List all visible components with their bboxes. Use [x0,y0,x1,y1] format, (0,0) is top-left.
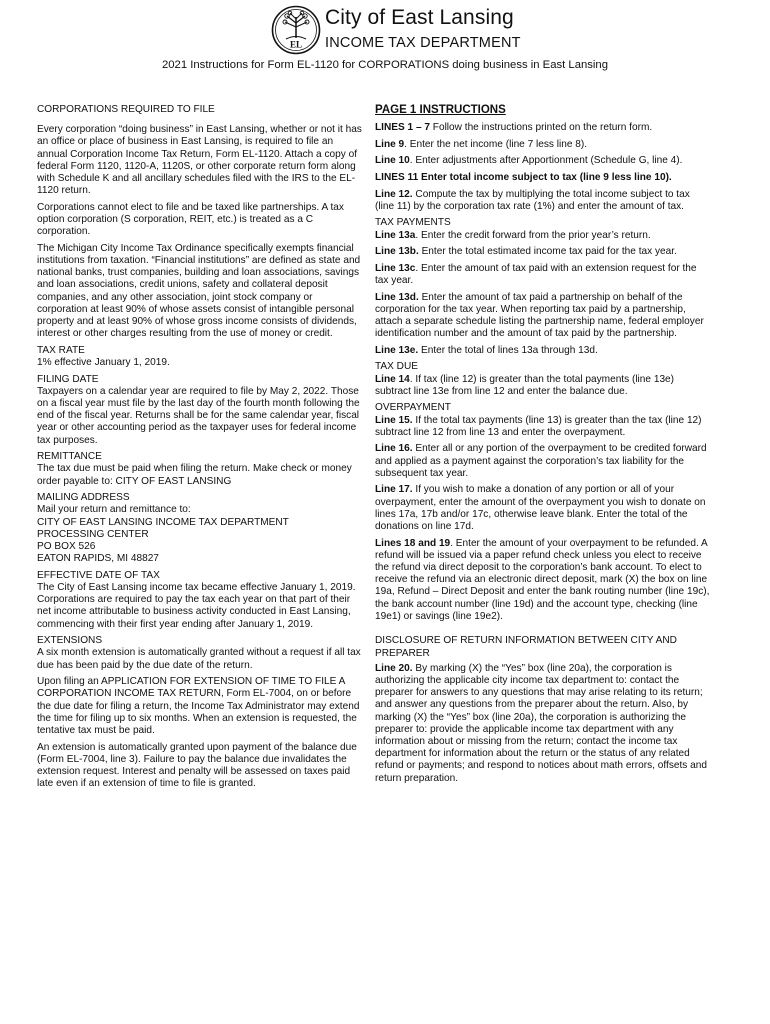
section-heading: MAILING ADDRESS [37,492,130,504]
section-heading: OVERPAYMENT [375,402,451,414]
city-name: City of East Lansing [325,6,514,29]
section-heading: FILING DATE [37,373,99,385]
page-header [0,0,770,60]
page1-heading: PAGE 1 INSTRUCTIONS [375,104,506,116]
city-seal-logo [271,5,321,55]
section-heading: EXTENSIONS [37,635,103,647]
paragraph: Corporations cannot elect to file and be taxed like partnerships. A tax option corporation (S corporation, REIT, etc.) is treated as a C corporation. [37,201,344,238]
section-heading: REMITTANCE [37,451,102,463]
address-line: Mail your return and remittance to: [37,504,191,516]
instruction-line-13c: Line 13c. Enter the amount of tax paid with an extension request for the tax year. [375,262,697,286]
address-line: PO BOX 526 [37,541,96,553]
paragraph: A six month extension is automatically granted without a request if all tax due has been paid by the due date of the return. [37,647,361,671]
paragraph: The tax due must be paid when filing the return. Make check or money [37,463,352,475]
address-line: EATON RAPIDS, MI 48827 [37,553,159,565]
document-title: 2021 Instructions for Form EL-1120 for CORPORATIONS doing business in East Lansing [161,59,608,71]
instruction-line-15: Line 15. If the total tax payments (line 13) is greater than the tax (line 12) subtract line 12 from line 13 and enter the overpayment. [375,414,702,438]
section-heading: TAX RATE [37,344,85,356]
instruction-line-11: LINES 11 Enter total income subject to tax (line 9 less line 10). [375,171,672,183]
section-heading: DISCLOSURE OF RETURN INFORMATION BETWEEN CITY AND PREPARER [375,635,677,659]
paragraph: Upon filing an APPLICATION FOR EXTENSION OF TIME TO FILE A CORPORATION INCOME TAX RETURN, Form EL-7004, on or before the due date for filing a return, the Income Tax Administrator may extend the time for filing up to six months. When an extension is requested, the tentative tax must be paid. [37,676,360,737]
instruction-line-13d: Line 13d. Enter the amount of tax paid a partnership on behalf of the corporation for the tax year. When reporting tax paid by a partnership, attach a separate schedule listing the partnership name, federal employer identification number and the amount of tax paid by the partnership. [375,291,704,340]
section-heading: EFFECTIVE DATE OF TAX [37,569,160,581]
instruction-line-13b: Line 13b. Enter the total estimated income tax paid for the tax year. [375,246,677,258]
section-heading: TAX DUE [375,361,418,373]
paragraph: 1% effective January 1, 2019. [37,357,170,369]
instruction-line-16: Line 16. Enter all or any portion of the overpayment to be credited forward and applied as a payment against the corporation’s tax liability for the subsequent tax year. [375,443,707,479]
paragraph: The Michigan City Income Tax Ordinance specifically exempts financial institutions from taxation. “Financial institutions” are defined as state and national banks, trust companies, building and loan associations, savings and loan associations, credit unions, safety and collateral deposit companies, and any other association, joint stock company or corporation at least 90% of whose assets consist of intangible personal property and at least 90% of whose gross income consists of dividends, interest or other charges resulting from the use of money or credit. [37,242,361,340]
paragraph: Taxpayers on a calendar year are required to file by May 2, 2022. Those on a fiscal year must file by the last day of the fourth month following the end of the fiscal year. Returns shall be for the same calendar year, fiscal year or other accounting period as the taxpayer uses for federal income tax purposes. [37,385,360,446]
instruction-line-13a: Line 13a. Enter the credit forward from the prior year’s return. [375,229,651,241]
instruction-line-13e: Line 13e. Enter the total of lines 13a through 13d. [375,344,598,356]
instruction-line-9: Line 9. Enter the net income (line 7 less line 8). [375,138,588,150]
paragraph: Every corporation “doing business” in East Lansing, whether or not it has an office or place of business in East Lansing, is required to file an annual Corporation Income Tax Return, Form EL-1120. Attach a copy of federal Form 1120, 1120-A, 1120S, or other corporate return form along with Schedule K and all ancillary schedules filed with the IRS to the EL-1120 return. [37,124,362,197]
section-heading: CORPORATIONS REQUIRED TO FILE [37,104,215,115]
instruction-line-10: Line 10. Enter adjustments after Apportionment (Schedule G, line 4). [375,155,683,167]
address-line: CITY OF EAST LANSING INCOME TAX DEPARTMENT [37,516,289,528]
left-column [37,104,362,795]
paragraph: The City of East Lansing income tax became effective January 1, 2019. Corporations are required to pay the tax each year on that part of their net income attributable to business activity conducted in East Lansing, commencing with their first year ending after January 1, 2019. [37,582,356,630]
instruction-line-14: Line 14. If tax (line 12) is greater than the total payments (line 13e) subtract line 13e from line 12 and enter the balance due. [375,373,675,397]
instruction-lines-1-7: LINES 1 – 7 Follow the instructions printed on the return form. [375,122,653,134]
section-heading: TAX PAYMENTS [375,217,451,229]
right-column [375,104,711,789]
instruction-line-20: Line 20. By marking (X) the “Yes” box (line 20a), the corporation is authorizing the applicable city income tax department to: contact the preparer for answers to any questions that may arise relating to its return; and answer any questions from the preparer about the return. Also, by marking (X) the “Yes” box (line 20a), the corporation is authorizing the preparer to: provide the applicable income tax department with any information about or missing from the return; contact the income tax department for information about the return or the status of any related refund or payments; and respond to notices about math errors, offsets and return preparation. [375,662,707,784]
instruction-lines-18-19: Lines 18 and 19. Enter the amount of your overpayment to be refunded. A refund will be issued via a paper refund check unless you elect to receive the refund via direct deposit to the corporation’s bank account. To elect to receive the refund via an electronic direct deposit, mark (X) the box on line 19a, Refund – Direct Deposit and enter the bank routing number (line 19c), the bank account number (line 19d) and the account type, checking (line 19e1) or savings (line 19e2). [375,537,710,622]
paragraph: order payable to: CITY OF EAST LANSING [37,475,232,487]
address-line: PROCESSING CENTER [37,528,149,540]
instruction-line-12: Line 12. Compute the tax by multiplying the total income subject to tax (line 11) by the corporation tax rate (1%) and enter the amount of tax. [375,188,690,212]
instruction-line-17: Line 17. If you wish to make a donation of any portion or all of your overpayment, enter the amount of the overpayment you wish to donate on lines 17a, 17b and/or 17c, otherwise leave blank. Enter the total of the donations on line 17d. [375,484,706,532]
paragraph: An extension is automatically granted upon payment of the balance due (Form EL-7004, line 3). Failure to pay the balance due invalidates the extension request. Interest and penalty will be assessed on taxes paid late even if an extension of time to file is granted. [37,741,357,790]
department-name: INCOME TAX DEPARTMENT [325,35,521,51]
seal-letters: EL [289,39,303,50]
